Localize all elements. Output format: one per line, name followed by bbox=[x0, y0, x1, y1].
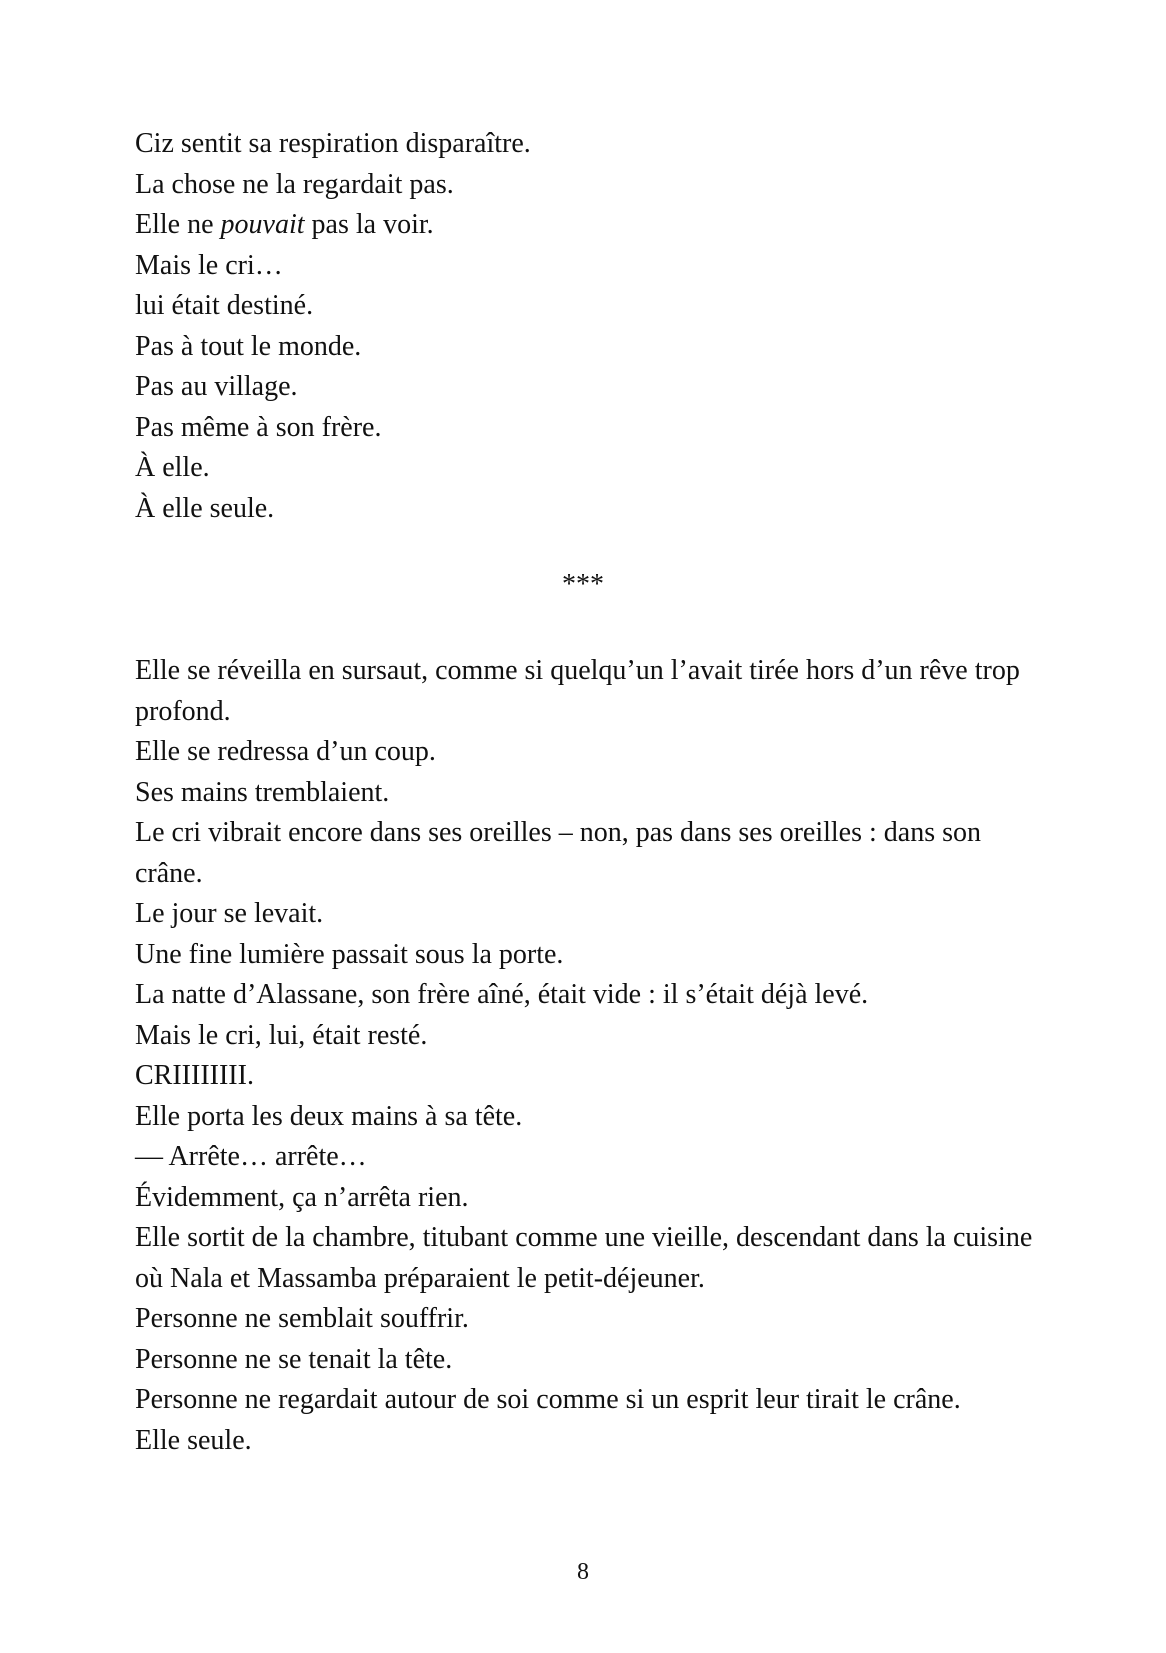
paragraph: Le cri vibrait encore dans ses oreilles – non, pas dans ses oreilles : dans son crâne. bbox=[135, 817, 982, 889]
paragraph: Elle porta les deux mains à sa tête. bbox=[135, 1100, 523, 1132]
text-line: À elle. bbox=[135, 452, 210, 483]
text-line: La chose ne la regardait pas. bbox=[135, 168, 454, 200]
paragraph: Elle seule. bbox=[135, 1424, 252, 1456]
paragraph: Elle se réveilla en sursaut, comme si quelqu’un l’avait tirée hors d’un rêve trop profond. bbox=[135, 655, 1020, 727]
text-line: lui était destiné. bbox=[135, 290, 314, 321]
text-line: Mais le cri… bbox=[135, 249, 283, 281]
text-section-2 bbox=[135, 651, 1035, 1461]
text-line: Pas au village. bbox=[135, 371, 298, 402]
paragraph: Une fine lumière passait sous la porte. bbox=[135, 938, 564, 970]
paragraph: Mais le cri, lui, était resté. bbox=[135, 1019, 428, 1051]
emphasized-word: pouvait bbox=[220, 209, 305, 240]
paragraph: Évidemment, ça n’arrêta rien. bbox=[135, 1181, 469, 1213]
text-fragment: pas la voir. bbox=[304, 209, 434, 240]
text-line-with-emphasis bbox=[135, 205, 1035, 246]
paragraph: Le jour se levait. bbox=[135, 898, 324, 929]
page-number: 8 bbox=[577, 1559, 589, 1585]
text-section-1 bbox=[135, 124, 1035, 529]
text-fragment: Elle ne bbox=[135, 209, 221, 240]
text-line: À elle seule. bbox=[135, 492, 275, 524]
dialogue-line: — Arrête… arrête… bbox=[135, 1141, 367, 1172]
paragraph: CRIIIIIIII. bbox=[135, 1060, 254, 1091]
paragraph: Elle se redressa d’un coup. bbox=[135, 736, 436, 767]
section-separator: *** bbox=[562, 569, 604, 600]
text-line: Ciz sentit sa respiration disparaître. bbox=[135, 128, 531, 159]
paragraph: Ses mains tremblaient. bbox=[135, 776, 390, 808]
text-line: Pas même à son frère. bbox=[135, 411, 382, 443]
paragraph: Personne ne regardait autour de soi comme si un esprit leur tirait le crâne. bbox=[135, 1384, 961, 1415]
text-line: Pas à tout le monde. bbox=[135, 330, 362, 362]
paragraph: Personne ne se tenait la tête. bbox=[135, 1343, 453, 1375]
paragraph: Personne ne semblait souffrir. bbox=[135, 1303, 469, 1334]
paragraph: Elle sortit de la chambre, titubant comme une vieille, descendant dans la cuisine où Nala et Massamba préparaient le petit-déjeuner. bbox=[135, 1222, 1033, 1294]
paragraph: La natte d’Alassane, son frère aîné, était vide : il s’était déjà levé. bbox=[135, 979, 869, 1010]
